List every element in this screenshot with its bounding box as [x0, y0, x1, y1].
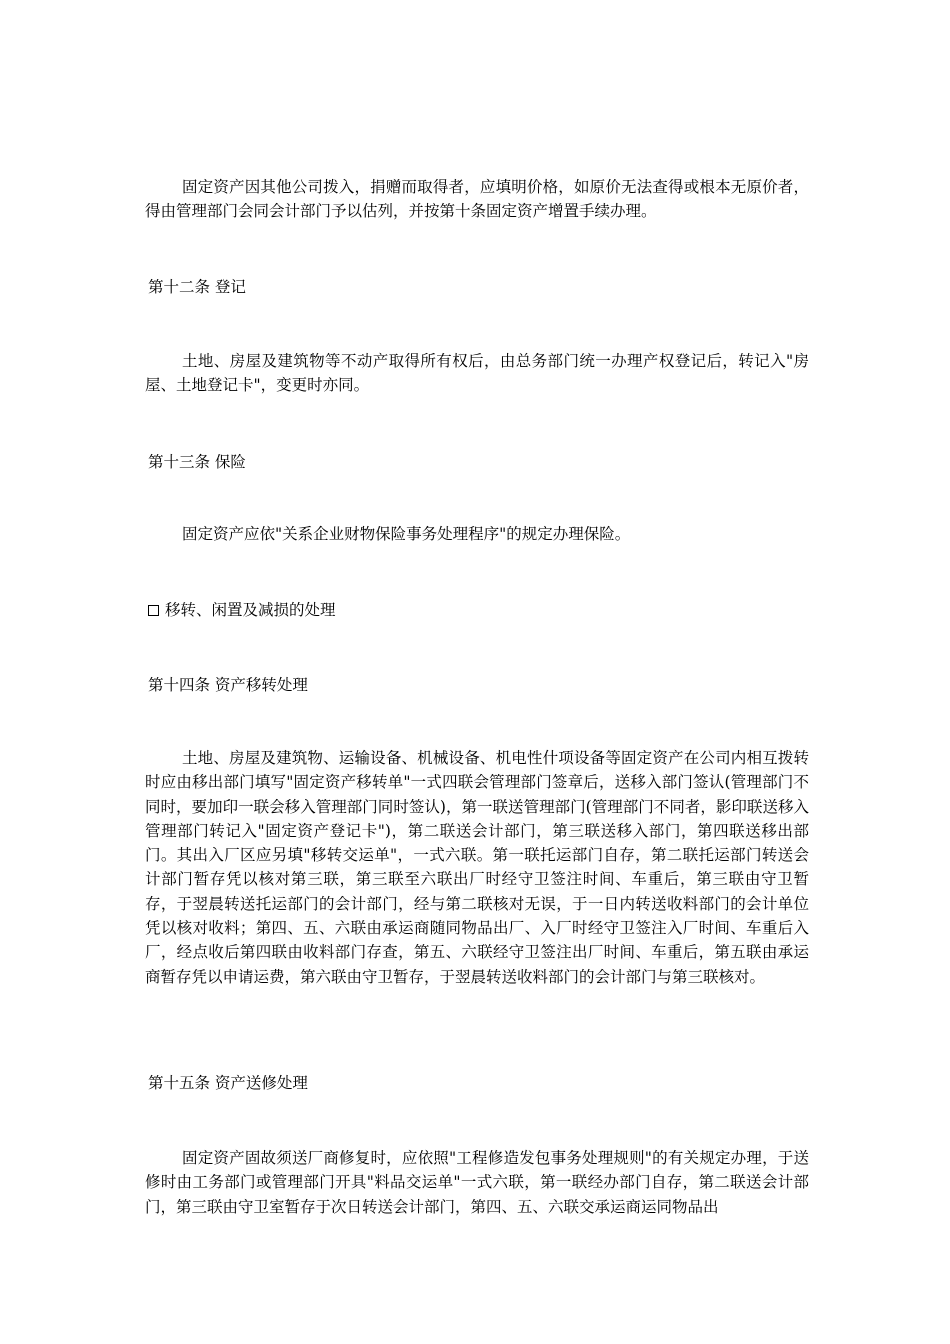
section-heading	[148, 598, 336, 622]
article-11-body-paragraph: 固定资产因其他公司拨入，捐赠而取得者，应填明价格，如原价无法查得或根本无原价者，得由管理部门会同会计部门予以估列，并按第十条固定资产增置手续办理。	[145, 178, 809, 221]
article-15-body-paragraph: 固定资产固故须送厂商修复时，应依照"工程修造发包事务处理规则"的有关规定办理，于送修时由工务部门或管理部门开具"料品交运单"一式六联，第一联经办部门自存，第二联送会计部门，第三联由守卫室暂存于次日转送会计部门，第四、五、六联交承运商运同物品出	[145, 1149, 809, 1216]
article-12-body-paragraph: 土地、房屋及建筑物等不动产取得所有权后，由总务部门统一办理产权登记后，转记入"房屋、土地登记卡"，变更时亦同。	[145, 352, 809, 395]
article-14-body-paragraph: 土地、房屋及建筑物、运输设备、机械设备、机电性什项设备等固定资产在公司内相互拨转时应由移出部门填写"固定资产移转单"一式四联会管理部门签章后，送移入部门签认(管理部门不同时，要加印一联会移入管理部门同时签认)，第一联送管理部门(管理部门不同者，影印联送移入管理部门转记入"固定资产登记卡")，第二联送会计部门，第三联送移入部门，第四联送移出部门。其出入厂区应另填"移转交运单"，一式六联。第一联托运部门自存，第二联托运部门转送会计部门暂存凭以核对第三联，第三联至六联出厂时经守卫签注时间、车重后，第三联由守卫暂存，于翌晨转送托运部门的会计部门，经与第二联核对无误，于一日内转送收料部门的会计单位凭以核对收料；第四、五、六联由承运商随同物品出厂、入厂时经守卫签注入厂时间、车重后入厂，经点收后第四联由收料部门存查，第五、六联经守卫签注出厂时间、车重后，第五联由承运商暂存凭以申请运费，第六联由守卫暂存，于翌晨转送收料部门的会计部门与第三联核对。	[145, 749, 809, 986]
article-12-heading: 第十二条 登记	[148, 278, 246, 296]
article-14-heading: 第十四条 资产移转处理	[148, 676, 308, 694]
article-13-heading: 第十三条 保险	[148, 453, 246, 471]
article-13-body-paragraph: 固定资产应依"关系企业财物保险事务处理程序"的规定办理保险。	[182, 525, 631, 543]
checkbox-icon	[148, 605, 159, 616]
section-title: 移转、闲置及减损的处理	[165, 601, 336, 619]
article-15-heading: 第十五条 资产送修处理	[148, 1074, 308, 1092]
